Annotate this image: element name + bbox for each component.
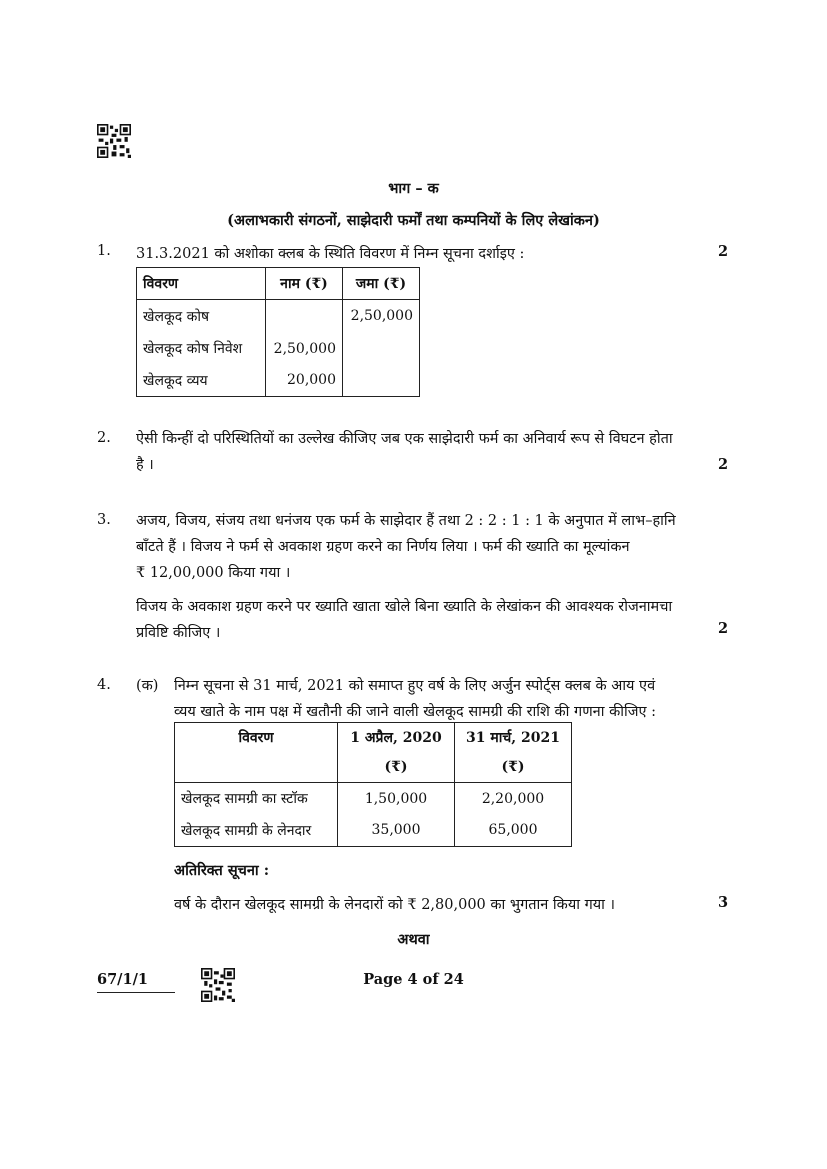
q2-text (136, 426, 698, 478)
q2-number: 2. (97, 430, 111, 446)
table-cell (343, 365, 420, 397)
q4-line-2: व्यय खाते के नाम पक्ष में खतौनी की जाने वाली खेलकूद सामग्री की राशि की गणना कीजिए : (174, 704, 657, 720)
part-title: भाग – क (388, 180, 439, 197)
q1-marks: 2 (718, 243, 729, 260)
footer-divider (97, 992, 175, 993)
table-cell: 1,50,000 (338, 783, 455, 815)
table-cell: 2,50,000 (266, 333, 343, 365)
q4-number: 4. (97, 677, 111, 693)
q2-line-1: ऐसी किन्हीं दो परिस्थितियों का उल्लेख कीजिए जब एक साझेदारी फर्म का अनिवार्य रूप से विघटन होता (136, 431, 673, 447)
q4-extra-text: वर्ष के दौरान खेलकूद सामग्री के लेनदारों को ₹ 2,80,000 का भुगतान किया गया । (174, 897, 616, 913)
q3-line-1: अजय, विजय, संजय तथा धनंजय एक फर्म के साझेदार हैं तथा 2 : 2 : 1 : 1 के अनुपात में लाभ–हानि (136, 513, 676, 529)
q4-unit-blank (175, 753, 338, 783)
footer-page-number: Page 4 of 24 (363, 971, 464, 988)
table-cell: 2,20,000 (455, 783, 572, 815)
q3-marks: 2 (718, 620, 729, 637)
q4-header-march: 31 मार्च, 2021 (455, 723, 572, 753)
q3-text (136, 508, 698, 586)
q2-marks: 2 (718, 456, 729, 473)
table-cell: 35,000 (338, 815, 455, 847)
table-row (175, 783, 572, 815)
q4-unit-march: (₹) (455, 753, 572, 783)
q1-header-debit: नाम (₹) (266, 268, 343, 300)
q1-number: 1. (97, 243, 111, 259)
q1-header-particulars: विवरण (137, 268, 266, 300)
table-row (137, 333, 420, 365)
table-cell: खेलकूद सामग्री का स्टॉक (175, 783, 338, 815)
part-subtitle: (अलाभकारी संगठनों, साझेदारी फर्मों तथा कम्पनियों के लिए लेखांकन) (227, 212, 600, 229)
q4-unit-april: (₹) (338, 753, 455, 783)
table-cell: 20,000 (266, 365, 343, 397)
q2-line-2: है । (136, 457, 154, 473)
q1-header-credit: जमा (₹) (343, 268, 420, 300)
q4-line-1: निम्न सूचना से 31 मार्च, 2021 को समाप्त हुए वर्ष के लिए अर्जुन स्पोर्ट्स क्लब के आय एवं (174, 678, 656, 694)
table-cell: खेलकूद सामग्री के लेनदार (175, 815, 338, 847)
q3-line-3: ₹ 12,00,000 किया गया । (136, 565, 291, 581)
q4-header-particulars: विवरण (175, 723, 338, 753)
q1-table (136, 267, 420, 397)
table-cell: खेलकूद कोष (137, 300, 266, 333)
q4-header-april: 1 अप्रैल, 2020 (338, 723, 455, 753)
table-cell: 2,50,000 (343, 300, 420, 333)
q4-extra-title: अतिरिक्त सूचना : (174, 862, 270, 879)
table-cell: 65,000 (455, 815, 572, 847)
q3-number: 3. (97, 512, 111, 528)
q4-sub-label: (क) (136, 678, 159, 694)
table-cell: खेलकूद व्यय (137, 365, 266, 397)
q4-table (174, 722, 572, 847)
table-cell (266, 300, 343, 333)
q4-text (174, 673, 698, 725)
footer-paper-code: 67/1/1 (97, 971, 148, 988)
q3-text-2 (136, 594, 698, 646)
q4-or-label: अथवा (397, 931, 430, 948)
q3-line-4: विजय के अवकाश ग्रहण करने पर ख्याति खाता खोले बिना ख्याति के लेखांकन की आवश्यक रोजनामचा (136, 599, 673, 615)
table-row (137, 365, 420, 397)
qr-code-icon (97, 124, 131, 158)
q1-text: 31.3.2021 को अशोका क्लब के स्थिति विवरण में निम्न सूचना दर्शाइए : (136, 246, 525, 262)
q4-marks: 3 (718, 894, 729, 911)
table-row (175, 815, 572, 847)
table-cell (343, 333, 420, 365)
q3-line-5: प्रविष्टि कीजिए । (136, 625, 221, 641)
table-cell: खेलकूद कोष निवेश (137, 333, 266, 365)
q3-line-2: बाँटते हैं । विजय ने फर्म से अवकाश ग्रहण करने का निर्णय लिया । फर्म की ख्याति का मूल्यांकन (136, 539, 630, 555)
table-row (137, 300, 420, 333)
